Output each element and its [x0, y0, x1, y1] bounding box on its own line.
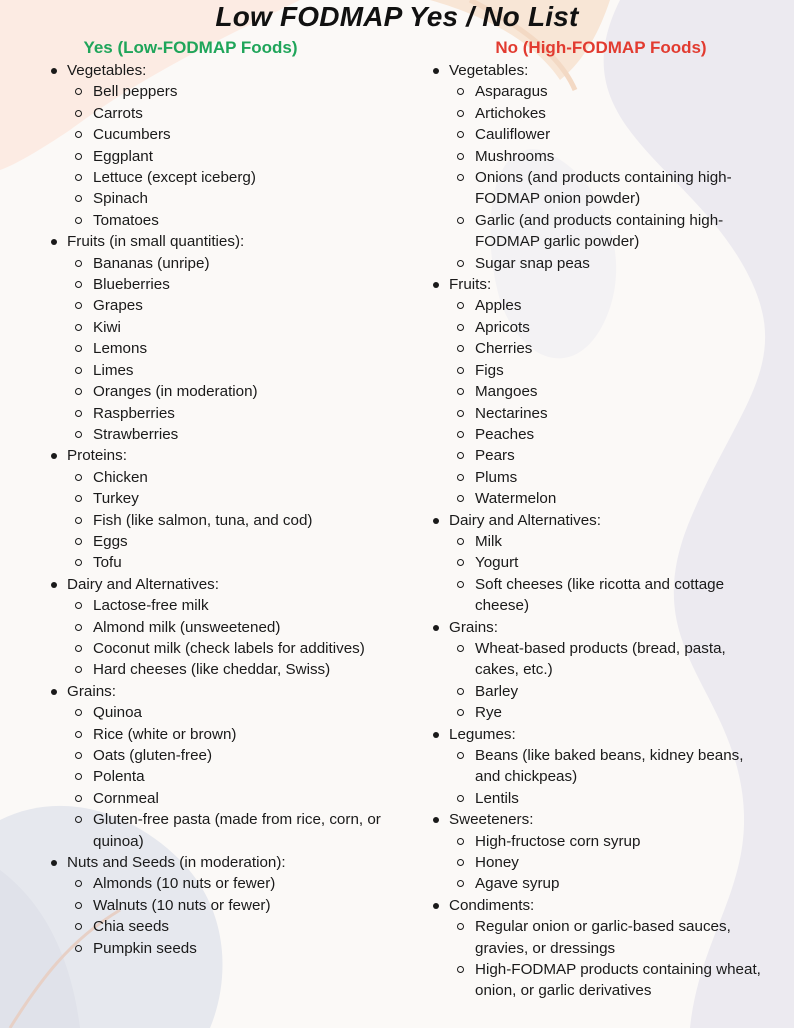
no-category	[420, 274, 770, 509]
food-item: Pumpkin seeds	[67, 938, 423, 959]
food-item: Limes	[67, 360, 423, 381]
yes-column	[38, 37, 423, 959]
food-item: Lemons	[67, 338, 423, 359]
food-item: Strawberries	[67, 424, 423, 445]
food-item: Artichokes	[449, 103, 770, 124]
food-item: Raspberries	[67, 403, 423, 424]
food-item: Oranges (in moderation)	[67, 381, 423, 402]
yes-category-list	[38, 60, 423, 959]
yes-category	[38, 852, 423, 959]
food-item: Tofu	[67, 552, 423, 573]
category-label: Sweeteners:	[449, 811, 534, 829]
food-item: Bell peppers	[67, 81, 423, 102]
food-item: Almond milk (unsweetened)	[67, 617, 423, 638]
category-label: Grains:	[67, 682, 116, 700]
no-category	[420, 809, 770, 895]
food-item: Oats (gluten-free)	[67, 745, 423, 766]
page-title: Low FODMAP Yes / No List	[215, 1, 579, 32]
food-item: Chicken	[67, 467, 423, 488]
category-label: Dairy and Alternatives:	[449, 511, 601, 529]
food-item: Hard cheeses (like cheddar, Swiss)	[67, 659, 423, 680]
food-item: Carrots	[67, 103, 423, 124]
food-item: Apples	[449, 295, 770, 316]
food-item: Tomatoes	[67, 210, 423, 231]
food-item-list	[67, 467, 423, 574]
food-item: Asparagus	[449, 81, 770, 102]
food-item: Agave syrup	[449, 873, 770, 894]
no-category	[420, 724, 770, 810]
food-item-list	[449, 638, 770, 724]
food-item-list	[449, 745, 770, 809]
yes-category	[38, 231, 423, 445]
food-item: Figs	[449, 360, 770, 381]
food-item: Grapes	[67, 295, 423, 316]
food-item: Yogurt	[449, 552, 770, 573]
food-item: Plums	[449, 467, 770, 488]
no-category	[420, 510, 770, 617]
food-item: Garlic (and products containing high-FODMAP garlic powder)	[449, 210, 770, 253]
category-label: Proteins:	[67, 447, 127, 465]
food-item: Nectarines	[449, 403, 770, 424]
food-item-list	[449, 295, 770, 509]
no-category	[420, 60, 770, 274]
food-item: Honey	[449, 852, 770, 873]
food-item-list	[449, 916, 770, 1002]
food-item: Cauliflower	[449, 124, 770, 145]
food-item-list	[67, 253, 423, 446]
category-label: Nuts and Seeds (in moderation):	[67, 854, 286, 872]
food-item: Cucumbers	[67, 124, 423, 145]
food-item: Eggs	[67, 531, 423, 552]
category-label: Condiments:	[449, 896, 535, 914]
food-item: Wheat-based products (bread, pasta, cakes, etc.)	[449, 638, 770, 681]
food-item: Cherries	[449, 338, 770, 359]
food-item: Coconut milk (check labels for additives)	[67, 638, 423, 659]
food-item: Peaches	[449, 424, 770, 445]
food-item-list	[449, 531, 770, 617]
food-item: Polenta	[67, 766, 423, 787]
food-item-list	[449, 831, 770, 895]
food-item: Bananas (unripe)	[67, 253, 423, 274]
food-item: Regular onion or garlic-based sauces, gravies, or dressings	[449, 916, 770, 959]
food-item: Lettuce (except iceberg)	[67, 167, 423, 188]
food-item: High-fructose corn syrup	[449, 831, 770, 852]
category-label: Fruits (in small quantities):	[67, 233, 245, 251]
yes-column-heading: Yes (Low-FODMAP Foods)	[83, 38, 298, 57]
food-item: Lactose-free milk	[67, 595, 423, 616]
food-item: Soft cheeses (like ricotta and cottage cheese)	[449, 574, 770, 617]
food-item: Milk	[449, 531, 770, 552]
yes-category	[38, 445, 423, 573]
food-item: Barley	[449, 681, 770, 702]
yes-category	[38, 60, 423, 231]
food-item: Chia seeds	[67, 916, 423, 937]
food-item: Quinoa	[67, 702, 423, 723]
food-item: Walnuts (10 nuts or fewer)	[67, 895, 423, 916]
food-item: Lentils	[449, 788, 770, 809]
food-item: Sugar snap peas	[449, 253, 770, 274]
food-item-list	[67, 702, 423, 852]
food-item: Spinach	[67, 188, 423, 209]
food-item: Eggplant	[67, 146, 423, 167]
food-item-list	[67, 81, 423, 231]
food-item: Apricots	[449, 317, 770, 338]
food-item: Fish (like salmon, tuna, and cod)	[67, 510, 423, 531]
food-item: Mushrooms	[449, 146, 770, 167]
food-item: Rye	[449, 702, 770, 723]
no-column	[420, 37, 770, 1002]
no-column-heading: No (High-FODMAP Foods)	[495, 38, 707, 57]
food-item: Gluten-free pasta (made from rice, corn, or quinoa)	[67, 809, 423, 852]
food-item-list	[67, 595, 423, 681]
category-label: Dairy and Alternatives:	[67, 575, 219, 593]
no-category-list	[420, 60, 770, 1002]
food-item: Watermelon	[449, 488, 770, 509]
food-item: Rice (white or brown)	[67, 724, 423, 745]
category-label: Vegetables:	[449, 62, 529, 79]
food-item-list	[449, 81, 770, 274]
food-item: High-FODMAP products containing wheat, onion, or garlic derivatives	[449, 959, 770, 1002]
food-item: Turkey	[67, 488, 423, 509]
category-label: Fruits:	[449, 276, 492, 294]
no-category	[420, 617, 770, 724]
food-item: Pears	[449, 445, 770, 466]
food-item: Cornmeal	[67, 788, 423, 809]
food-item: Almonds (10 nuts or fewer)	[67, 873, 423, 894]
category-label: Grains:	[449, 618, 498, 636]
food-item: Onions (and products containing high-FODMAP onion powder)	[449, 167, 770, 210]
food-item: Blueberries	[67, 274, 423, 295]
category-label: Vegetables:	[67, 62, 147, 79]
food-item: Kiwi	[67, 317, 423, 338]
food-item: Mangoes	[449, 381, 770, 402]
food-item: Beans (like baked beans, kidney beans, and chickpeas)	[449, 745, 770, 788]
category-label: Legumes:	[449, 725, 516, 743]
yes-category	[38, 681, 423, 852]
yes-category	[38, 574, 423, 681]
no-category	[420, 895, 770, 1002]
food-item-list	[67, 873, 423, 959]
